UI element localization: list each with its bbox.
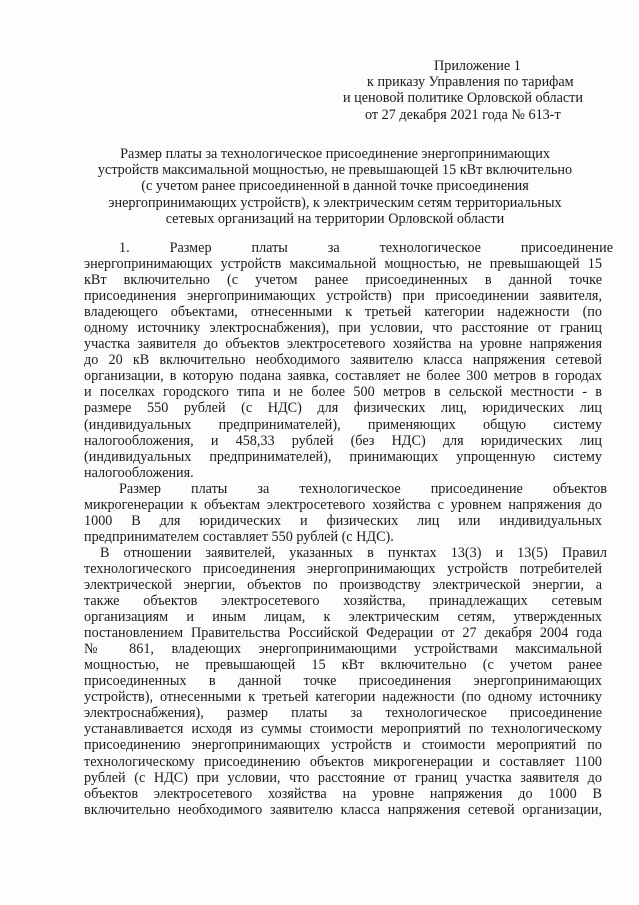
appendix-line: Приложение 1 xyxy=(434,58,521,74)
paragraph-3-line: электроснабжения), размер платы за технологическое присоединение xyxy=(84,705,602,722)
paragraph-1-line: одному источнику электроснабжения), при условии, что расстояние от границ xyxy=(84,320,602,337)
paragraph-3-line: объектов электросетевого хозяйства на уровне напряжения до 1000 В xyxy=(84,785,602,802)
paragraph-1-line: организации, в которую подана заявка, составляет не более 300 метров в городах xyxy=(84,368,602,385)
paragraph-2-line: микрогенерации к объектам электросетевого хозяйства с уровнем напряжения до xyxy=(84,496,602,513)
document-body xyxy=(84,240,613,818)
title-line: энергопринимающих устройств), к электрическим сетям территориальных xyxy=(108,194,562,211)
title-line: сетевых организаций на территории Орловской области xyxy=(165,210,505,227)
paragraph-2-line: 1000 В для юридических и физических лиц или индивидуальных xyxy=(84,512,602,529)
paragraph-3-line: также объектов электросетевого хозяйства, принадлежащих сетевым xyxy=(84,593,602,610)
paragraph-1-line: до 20 кВ включительно необходимого заявителю класса напряжения сетевой xyxy=(84,352,602,369)
paragraph-3-line: присоединению энергопринимающих устройств и стоимости мероприятий по xyxy=(84,737,602,754)
paragraph-3-line: устройств), отнесенными к третьей категории надежности (по одному источнику xyxy=(84,689,602,706)
paragraph-1-line: (индивидуальных предпринимателей), принимающих упрощенную систему xyxy=(84,448,602,465)
paragraph-1-line: (индивидуальных предпринимателей), применяющих общую систему xyxy=(84,416,602,433)
paragraph-1-line: 1. Размер платы за технологическое присоединение xyxy=(119,240,613,256)
paragraph-1-line: размере 550 рублей (с НДС) для физических лиц, юридических лиц xyxy=(84,400,602,417)
title-line: устройств максимальной мощностью, не превышающей 15 кВт включительно xyxy=(97,162,573,179)
title-line: Размер платы за технологическое присоединение энергопринимающих xyxy=(120,146,550,162)
paragraph-3-line: электрической энергии, объектов по производству электрической энергии, а xyxy=(84,576,602,593)
appendix-line: от 27 декабря 2021 года № 613-т xyxy=(365,106,561,123)
paragraph-3-line: включительно необходимого заявителю класса напряжения сетевой организации, xyxy=(84,801,602,818)
paragraph-1-line: присоединения энергопринимающих устройств) при присоединении заявителя, xyxy=(84,288,602,305)
appendix-line: и ценовой политике Орловской области xyxy=(343,90,583,107)
paragraph-1-line: налогообложения. xyxy=(84,464,194,481)
paragraph-3-line: организациям и иным лицам, к электрическим сетям, утвержденных xyxy=(84,609,602,626)
paragraph-1-line: владеющего объектами, отнесенными к третьей категории надежности (по xyxy=(84,304,602,321)
paragraph-3-line: присоединенных в данной точке присоединения энергопринимающих xyxy=(84,673,602,690)
paragraph-2-line: Размер платы за технологическое присоединение объектов xyxy=(119,480,607,497)
paragraph-3-line: рублей (с НДС) при условии, что расстояние от границ участка заявителя до xyxy=(84,769,602,786)
paragraph-3-line: технологического присоединения энергопринимающих устройств потребителей xyxy=(84,560,602,577)
paragraph-3-line: устанавливается исходя из суммы стоимости мероприятий по технологическому xyxy=(84,721,602,738)
appendix-header xyxy=(335,58,615,123)
paragraph-3-line: В отношении заявителей, указанных в пунктах 13(3) и 13(5) Правил xyxy=(100,544,607,561)
paragraph-3-line: мощностью, не превышающей 15 кВт включительно (с учетом ранее xyxy=(84,657,602,674)
paragraph-2-line: предпринимателем составляет 550 рублей (с НДС). xyxy=(84,528,394,545)
paragraph-1-line: участка заявителя до объектов электросетевого хозяйства на уровне напряжения xyxy=(84,336,602,353)
paragraph-1-line: налогообложения, и 458,33 рублей (без НДС) для юридических лиц xyxy=(84,432,602,449)
document-title xyxy=(70,146,600,227)
paragraph-3-line: постановлением Правительства Российской Федерации от 27 декабря 2004 года xyxy=(84,625,602,642)
paragraph-3-line: № 861, владеющих энергопринимающими устройствами максимальной xyxy=(84,641,602,658)
appendix-line: к приказу Управления по тарифам xyxy=(367,74,574,91)
title-line: (с учетом ранее присоединенной в данной точке присоединения xyxy=(141,178,529,195)
paragraph-3-line: технологическому присоединению объектов микрогенерации и составляет 1100 xyxy=(84,753,602,770)
paragraph-1-line: и поселках городского типа и не более 500 метров в сельской местности - в xyxy=(84,384,602,401)
paragraph-1-line: кВт включительно (с учетом ранее присоединенных в данной точке xyxy=(84,272,602,289)
paragraph-1-line: энергопринимающих устройств максимальной мощностью, не превышающей 15 xyxy=(84,256,602,273)
